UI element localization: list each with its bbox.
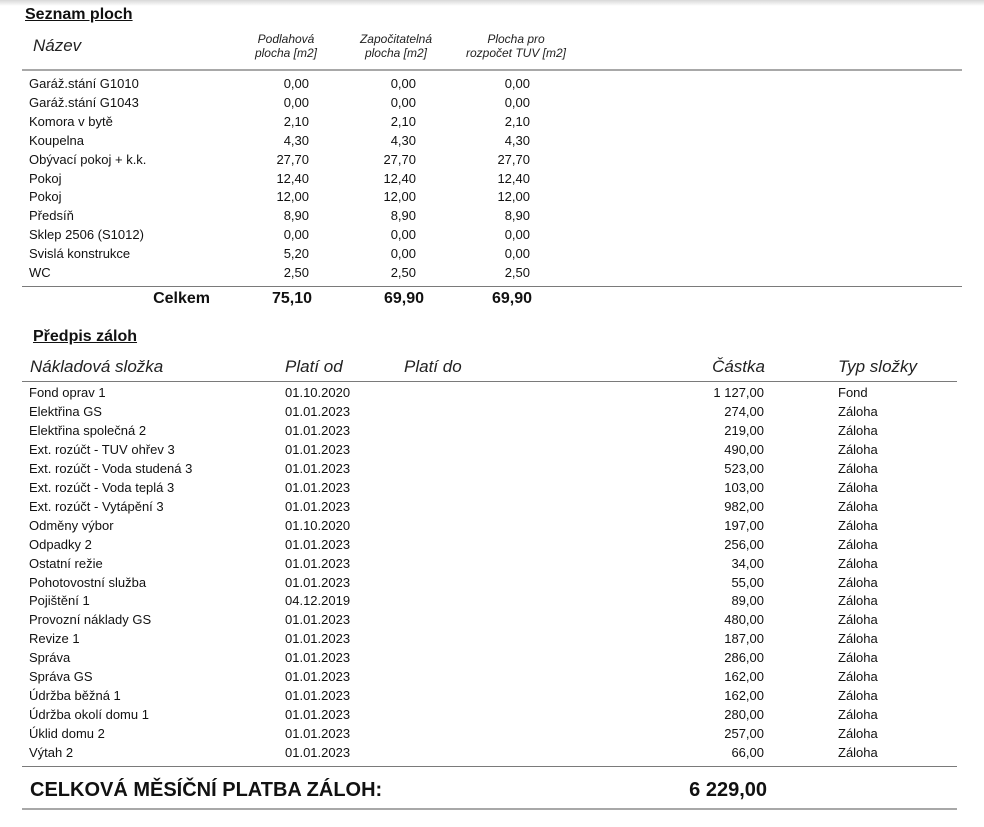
advance-amount: 1 127,00 (713, 385, 764, 400)
advance-item: Ext. rozúčt - Vytápění 3 (29, 498, 164, 514)
advance-type: Záloha (838, 593, 878, 609)
advance-item: Ext. rozúčt - Voda studená 3 (29, 460, 193, 476)
advance-item: Údržba okolí domu 1 (29, 707, 149, 723)
area-floor: 2,50 (283, 265, 309, 280)
area-counted: 0,00 (390, 76, 416, 91)
header-line: Započitatelná (359, 32, 433, 46)
advance-type: Záloha (838, 669, 878, 685)
area-counted: 0,00 (390, 94, 416, 110)
advances-table-row (0, 497, 984, 516)
advances-col-to-header: Platí do (404, 357, 462, 376)
advance-from: 01.01.2023 (285, 726, 351, 742)
area-counted: 8,90 (390, 208, 416, 224)
advances-table-row (0, 610, 984, 629)
area-tuv: 2,10 (504, 113, 530, 129)
advances-table-row (0, 421, 984, 440)
areas-table-row (0, 74, 984, 93)
advances-table-row (0, 516, 984, 535)
areas-col-floor-header (246, 32, 326, 60)
advance-type: Záloha (838, 479, 878, 495)
area-name: Garáž.stání G1043 (29, 94, 139, 110)
advances-bottom-divider (22, 808, 957, 810)
areas-section-title: Seznam ploch (25, 6, 133, 23)
advances-table-row (0, 686, 984, 705)
grand-total-label: CELKOVÁ MĚSÍČNÍ PLATBA ZÁLOH: (30, 779, 383, 801)
areas-total-floor: 75,10 (271, 290, 312, 307)
advances-total-divider (22, 766, 957, 767)
area-name: Svislá konstrukce (29, 246, 131, 262)
advance-item: Správa (29, 650, 71, 666)
areas-col-tuv-header (460, 32, 572, 60)
advance-item: Elektřina GS (29, 403, 102, 419)
areas-table-row (0, 169, 984, 188)
advance-from: 01.01.2023 (285, 403, 351, 419)
area-tuv: 0,00 (504, 227, 530, 243)
advance-item: Úklid domu 2 (29, 726, 105, 742)
advance-amount: 256,00 (724, 536, 764, 552)
area-counted: 12,40 (383, 170, 416, 186)
advance-from: 01.01.2023 (285, 745, 351, 761)
advance-item: Údržba běžná 1 (29, 688, 121, 704)
areas-col-counted-header (348, 32, 444, 60)
advance-item: Pojištění 1 (29, 593, 90, 609)
areas-total-divider (22, 286, 962, 287)
advance-from: 01.10.2020 (285, 517, 351, 533)
advance-type: Záloha (838, 745, 878, 761)
area-counted: 4,30 (390, 132, 416, 148)
advances-table-row (0, 383, 984, 402)
advance-from: 01.01.2023 (285, 574, 351, 590)
area-floor: 0,00 (283, 76, 309, 91)
advance-type: Záloha (838, 612, 878, 628)
area-floor: 0,00 (283, 94, 309, 110)
advance-type: Fond (838, 385, 868, 400)
advance-type: Záloha (838, 517, 878, 533)
advance-amount: 187,00 (724, 631, 764, 647)
areas-header-divider (22, 69, 962, 71)
advance-from: 01.01.2023 (285, 498, 351, 514)
advance-amount: 257,00 (724, 726, 764, 742)
area-tuv: 12,40 (497, 170, 530, 186)
header-line: Plocha pro (487, 32, 545, 46)
area-floor: 5,20 (283, 246, 309, 262)
advance-amount: 34,00 (731, 555, 764, 571)
advance-amount: 982,00 (724, 498, 764, 514)
area-tuv: 2,50 (504, 265, 530, 280)
area-floor: 12,40 (276, 170, 309, 186)
advance-from: 01.01.2023 (285, 460, 351, 476)
advance-amount: 280,00 (724, 707, 764, 723)
areas-table-row (0, 244, 984, 263)
advance-amount: 55,00 (731, 574, 764, 590)
advance-item: Elektřina společná 2 (29, 422, 147, 438)
advance-amount: 197,00 (724, 517, 764, 533)
advance-from: 01.01.2023 (285, 707, 351, 723)
advance-type: Záloha (838, 574, 878, 590)
advance-amount: 162,00 (724, 688, 764, 704)
advance-amount: 103,00 (724, 479, 764, 495)
advances-table-row (0, 591, 984, 610)
areas-table-row (0, 187, 984, 206)
area-name: Komora v bytě (29, 113, 113, 129)
area-name: Pokoj (29, 170, 62, 186)
advances-table-row (0, 535, 984, 554)
advances-table-row (0, 705, 984, 724)
advance-from: 01.10.2020 (285, 385, 351, 400)
advance-amount: 162,00 (724, 669, 764, 685)
advance-from: 01.01.2023 (285, 650, 351, 666)
advances-table-row (0, 440, 984, 459)
advances-table-row (0, 554, 984, 573)
advances-col-amount-header: Částka (712, 357, 765, 376)
advance-type: Záloha (838, 422, 878, 438)
advance-amount: 286,00 (724, 650, 764, 666)
advance-item: Ext. rozúčt - Voda teplá 3 (29, 479, 175, 495)
area-name: WC (29, 265, 51, 280)
area-floor: 0,00 (283, 227, 309, 243)
advance-from: 01.01.2023 (285, 422, 351, 438)
advances-table-row (0, 402, 984, 421)
advance-from: 01.01.2023 (285, 441, 351, 457)
areas-table-row (0, 112, 984, 131)
advance-item: Fond oprav 1 (29, 385, 106, 400)
advance-type: Záloha (838, 441, 878, 457)
advance-amount: 66,00 (731, 745, 764, 761)
advance-type: Záloha (838, 460, 878, 476)
advance-amount: 480,00 (724, 612, 764, 628)
advance-amount: 89,00 (731, 593, 764, 609)
area-name: Koupelna (29, 132, 84, 148)
advance-type: Záloha (838, 403, 878, 419)
areas-total-counted: 69,90 (383, 290, 424, 307)
area-tuv: 12,00 (497, 189, 530, 205)
areas-table-row (0, 150, 984, 169)
advance-from: 04.12.2019 (285, 593, 351, 609)
areas-table-row (0, 131, 984, 150)
advances-col-item-header: Nákladová složka (30, 357, 164, 376)
advance-item: Odměny výbor (29, 517, 114, 533)
advances-header-divider (22, 381, 957, 382)
advance-from: 01.01.2023 (285, 631, 351, 647)
advance-item: Provozní náklady GS (29, 612, 152, 628)
advance-item: Ostatní režie (29, 555, 103, 571)
advance-from: 01.01.2023 (285, 688, 351, 704)
area-name: Sklep 2506 (S1012) (29, 227, 144, 243)
page-top-shadow (0, 0, 984, 6)
advance-type: Záloha (838, 707, 878, 723)
area-name: Předsíň (29, 208, 74, 224)
area-counted: 2,50 (390, 265, 416, 280)
advances-table-row (0, 667, 984, 686)
area-floor: 2,10 (283, 113, 309, 129)
advance-item: Ext. rozúčt - TUV ohřev 3 (29, 441, 175, 457)
area-counted: 2,10 (390, 113, 416, 129)
advance-item: Výtah 2 (29, 745, 74, 761)
areas-total-tuv: 69,90 (491, 290, 532, 307)
area-floor: 12,00 (276, 189, 309, 205)
advance-amount: 490,00 (724, 441, 764, 457)
areas-col-name-header: Název (33, 36, 82, 55)
advance-item: Správa GS (29, 669, 93, 685)
advances-table-row (0, 459, 984, 478)
advances-table-row (0, 478, 984, 497)
area-name: Obývací pokoj + k.k. (29, 151, 147, 167)
header-line: plocha [m2] (364, 46, 428, 60)
area-floor: 27,70 (276, 151, 309, 167)
advances-col-type-header: Typ složky (838, 357, 918, 376)
area-tuv: 8,90 (504, 208, 530, 224)
grand-total-amount: 6 229,00 (689, 779, 767, 801)
area-tuv: 4,30 (504, 132, 530, 148)
advances-col-from-header: Platí od (285, 357, 343, 376)
area-tuv: 0,00 (504, 76, 530, 91)
advance-type: Záloha (838, 650, 878, 666)
advance-type: Záloha (838, 688, 878, 704)
advance-item: Pohotovostní služba (29, 574, 147, 590)
advance-amount: 219,00 (724, 422, 764, 438)
advances-table-row (0, 629, 984, 648)
area-floor: 4,30 (283, 132, 309, 148)
header-line: plocha [m2] (254, 46, 318, 60)
advance-from: 01.01.2023 (285, 479, 351, 495)
advance-type: Záloha (838, 631, 878, 647)
area-tuv: 0,00 (504, 94, 530, 110)
areas-table-row (0, 206, 984, 225)
area-tuv: 27,70 (497, 151, 530, 167)
areas-total-label: Celkem (153, 290, 210, 307)
advances-table-row (0, 743, 984, 762)
area-tuv: 0,00 (504, 246, 530, 262)
advance-amount: 523,00 (724, 460, 764, 476)
advances-table-row (0, 648, 984, 667)
area-name: Pokoj (29, 189, 62, 205)
areas-total-row (0, 288, 984, 310)
area-counted: 0,00 (390, 227, 416, 243)
area-counted: 0,00 (390, 246, 416, 262)
area-counted: 27,70 (383, 151, 416, 167)
area-name: Garáž.stání G1010 (29, 76, 139, 91)
advance-from: 01.01.2023 (285, 612, 351, 628)
advances-table-row (0, 724, 984, 743)
advance-type: Záloha (838, 555, 878, 571)
advance-item: Odpadky 2 (29, 536, 92, 552)
advance-from: 01.01.2023 (285, 536, 351, 552)
header-line: rozpočet TUV [m2] (465, 46, 567, 60)
advance-type: Záloha (838, 536, 878, 552)
advance-amount: 274,00 (724, 403, 764, 419)
advance-from: 01.01.2023 (285, 555, 351, 571)
advances-section-title: Předpis záloh (33, 328, 138, 345)
header-line: Podlahová (257, 32, 315, 46)
area-floor: 8,90 (283, 208, 309, 224)
advance-type: Záloha (838, 498, 878, 514)
advance-from: 01.01.2023 (285, 669, 351, 685)
areas-table-row (0, 225, 984, 244)
areas-table-row (0, 93, 984, 112)
advance-item: Revize 1 (29, 631, 80, 647)
advances-table-row (0, 573, 984, 592)
area-counted: 12,00 (383, 189, 416, 205)
advance-type: Záloha (838, 726, 878, 742)
areas-table-row (0, 263, 984, 282)
